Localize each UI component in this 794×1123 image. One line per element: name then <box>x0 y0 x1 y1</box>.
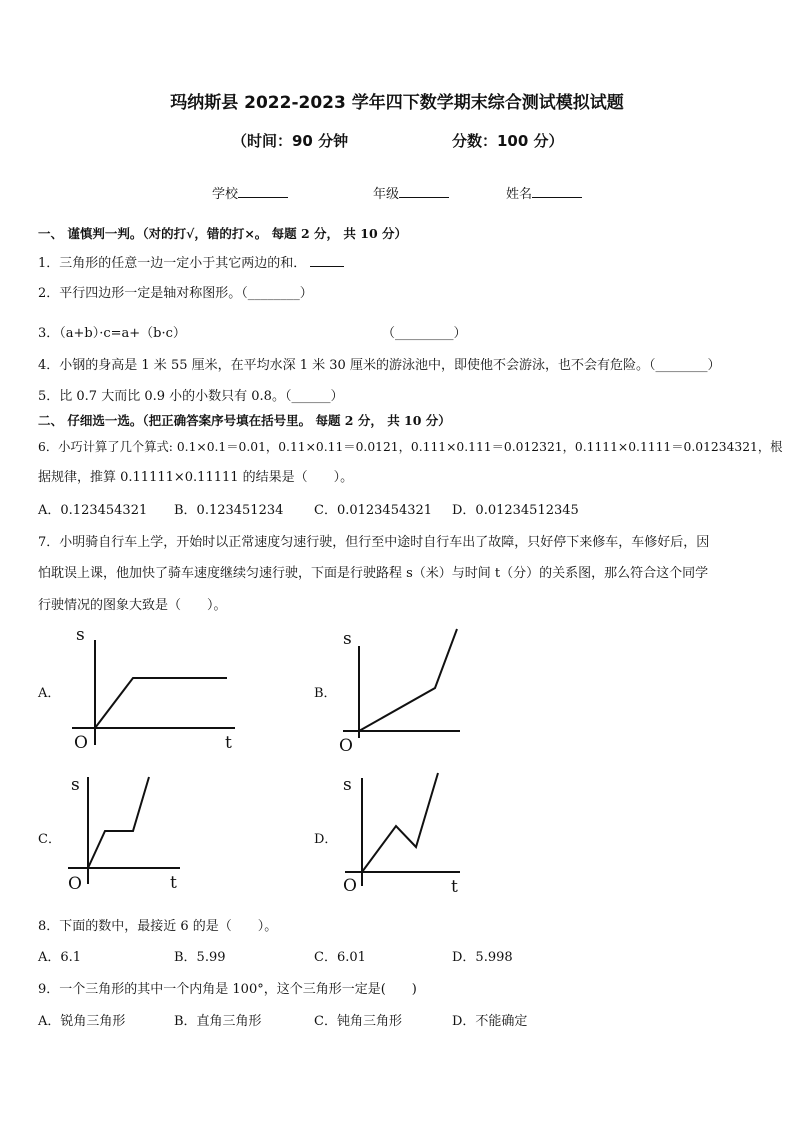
graph-d-label[interactable]: D． <box>314 832 338 847</box>
graph-b[interactable] <box>335 624 465 754</box>
graph-a-x-label: t <box>225 733 232 753</box>
question-4: 4．小钢的身高是 1 米 55 厘米，在平均水深 1 米 30 厘米的游泳池中，即使他不会游泳，也不会有危险。（________） <box>38 358 721 373</box>
question-6-option-b[interactable]: B．0.123451234 <box>174 503 284 518</box>
question-3: 3．（a+b）·c=a+（b·c） <box>38 326 186 341</box>
exam-time: （时间：90 分钟 <box>232 132 349 150</box>
name-label: 姓名 <box>506 187 533 202</box>
graph-d-y-label: s <box>343 775 352 795</box>
graph-a-origin: O <box>74 733 88 753</box>
school-label: 学校 <box>212 187 239 202</box>
graph-a[interactable] <box>60 620 250 755</box>
graph-d-line <box>362 773 438 872</box>
graph-a-label[interactable]: A． <box>38 686 61 701</box>
graph-b-line <box>359 629 457 731</box>
question-9: 9．一个三角形的其中一个内角是 100°，这个三角形一定是( ) <box>38 982 417 997</box>
graph-c-y-label: s <box>71 775 80 795</box>
graph-b-origin: O <box>339 736 353 756</box>
question-8-option-a[interactable]: A．6.1 <box>38 950 82 965</box>
grade-field[interactable] <box>373 183 449 202</box>
question-6-option-c[interactable]: C．0.0123454321 <box>314 503 433 518</box>
question-1 <box>38 252 344 271</box>
question-9-option-b[interactable]: B．直角三角形 <box>174 1014 262 1029</box>
graph-c-origin: O <box>68 874 82 894</box>
question-9-option-a[interactable]: A．锐角三角形 <box>38 1014 126 1029</box>
question-8-option-c[interactable]: C．6.01 <box>314 950 366 965</box>
question-3-blank[interactable]: （_________） <box>382 326 467 341</box>
question-8: 8．下面的数中，最接近 6 的是（ ）。 <box>38 919 278 934</box>
question-5: 5．比 0.7 大而比 0.9 小的小数只有 0.8。（______） <box>38 389 344 404</box>
graph-b-label[interactable]: B． <box>314 686 337 701</box>
graph-c-label[interactable]: C． <box>38 832 61 847</box>
name-blank[interactable] <box>532 197 582 198</box>
question-8-option-b[interactable]: B．5.99 <box>174 950 226 965</box>
question-1-blank[interactable] <box>310 266 344 267</box>
question-7-line-2: 怕耽误上课，他加快了骑车速度继续匀速行驶，下面是行驶路程 s（米）与时间 t（分）的关系图，那么符合这个同学 <box>38 566 709 581</box>
section-2-heading: 二、 仔细选一选。（把正确答案序号填在括号里。 每题 2 分， 共 10 分） <box>38 413 451 428</box>
question-9-option-c[interactable]: C．钝角三角形 <box>314 1014 402 1029</box>
question-7-line-3: 行驶情况的图象大致是（ ）。 <box>38 598 227 613</box>
question-6-line-2: 据规律，推算 0.11111×0.11111 的结果是（ ）。 <box>38 470 354 485</box>
graph-a-y-label: s <box>76 625 85 645</box>
graph-c-line <box>88 777 149 868</box>
graph-b-y-label: s <box>343 629 352 649</box>
exam-title: 玛纳斯县 2022-2023 学年四下数学期末综合测试模拟试题 <box>170 93 624 113</box>
school-blank[interactable] <box>238 197 288 198</box>
question-6-line-1: 6．小巧计算了几个算式: 0.1×0.1＝0.01，0.11×0.11＝0.0121，0.111×0.111＝0.012321，0.1111×0.1111＝0.01234321，根 <box>38 440 783 454</box>
question-7-line-1: 7．小明骑自行车上学，开始时以正常速度匀速行驶，但行至中途时自行车出了故障，只好停下来修车，车修好后，因 <box>38 535 710 550</box>
question-2: 2．平行四边形一定是轴对称图形。（________） <box>38 286 313 301</box>
graph-d[interactable] <box>335 770 470 895</box>
question-8-option-d[interactable]: D．5.998 <box>452 950 513 965</box>
question-1-text: 1．三角形的任意一边一定小于其它两边的和． <box>38 256 307 271</box>
question-9-option-d[interactable]: D．不能确定 <box>452 1014 528 1029</box>
exam-score: 分数：100 分） <box>452 132 564 150</box>
section-1-heading: 一、 谨慎判一判。（对的打√，错的打×。 每题 2 分， 共 10 分） <box>38 226 407 241</box>
graph-d-x-label: t <box>451 877 458 897</box>
school-field[interactable] <box>212 183 288 202</box>
graph-a-line <box>95 678 227 728</box>
question-6-option-d[interactable]: D．0.01234512345 <box>452 503 579 518</box>
name-field[interactable] <box>506 183 582 202</box>
grade-blank[interactable] <box>399 197 449 198</box>
graph-c[interactable] <box>60 772 190 892</box>
question-6-option-a[interactable]: A．0.123454321 <box>38 503 148 518</box>
grade-label: 年级 <box>373 187 400 202</box>
graph-d-origin: O <box>343 876 357 896</box>
graph-c-x-label: t <box>170 873 177 893</box>
